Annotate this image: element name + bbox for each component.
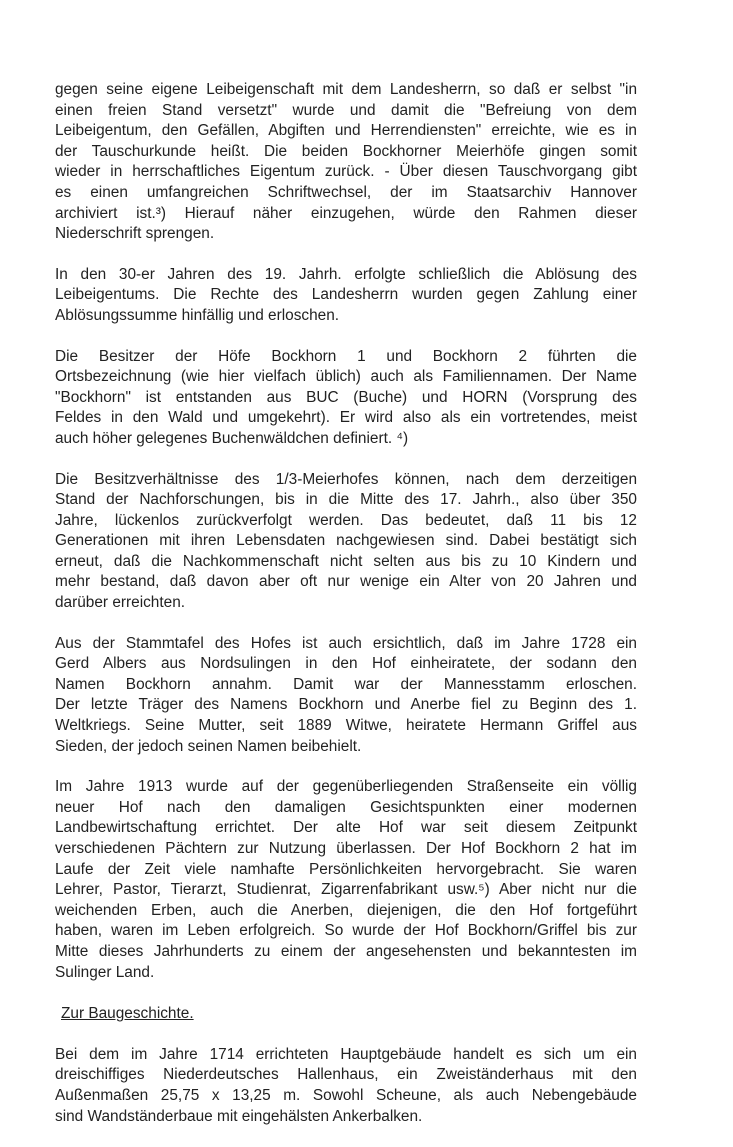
text-line: Gerd Albers aus Nordsulingen in den Hof einheiratete, der sodann den — [55, 655, 637, 673]
paragraph — [55, 80, 637, 245]
text-line: dreischiffiges Niederdeutsches Hallenhaus, ein Zweiständerhaus mit den — [55, 1066, 637, 1084]
text-line: Im Jahre 1913 wurde auf der gegenüberliegenden Straßenseite ein völlig — [55, 778, 637, 796]
text-line: Leibeigentum, den Gefällen, Abgiften und Herrendiensten" erreichte, wie es in — [55, 122, 637, 140]
text-line: erneut, daß die Nachkommenschaft nicht selten aus bis zu 10 Kindern und — [55, 552, 637, 570]
text-line: verschiedenen Pächtern zur Nutzung überlassen. Der Hof Bockhorn 2 hat im — [55, 840, 637, 857]
text-line: Laufe der Zeit viele namhafte Persönlichkeiten hervorgebracht. Sie waren — [55, 860, 637, 878]
paragraph — [55, 470, 637, 614]
text-line: gegen seine eigene Leibeigenschaft mit dem Landesherrn, so daß er selbst "in — [55, 81, 637, 98]
text-line: Niederschrift sprengen. — [55, 225, 215, 243]
text-line: "Bockhorn" ist entstanden aus BUC (Buche) und HORN (Vorsprung des — [55, 388, 637, 406]
text-line: Lehrer, Pastor, Tierarzt, Studienrat, Zigarrenfabrikant usw.⁵) Aber nicht nur die — [55, 881, 637, 899]
text-line: Bei dem im Jahre 1714 errichteten Hauptgebäude handelt es sich um ein — [55, 1045, 637, 1063]
paragraph — [55, 347, 637, 450]
text-line: Die Besitzverhältnisse des 1/3-Meierhofes können, nach dem derzeitigen — [55, 470, 637, 488]
text-line: In den 30-er Jahren des 19. Jahrh. erfolgte schließlich die Ablösung des — [55, 265, 637, 283]
text-line: Stand der Nachforschungen, bis in die Mitte des 17. Jahrh., also über 350 — [55, 491, 637, 509]
text-line: weichenden Erben, auch die Anerben, diejenigen, die den Hof fortgeführt — [55, 901, 637, 919]
text-line: wieder in herrschaftliches Eigentum zurück. - Über diesen Tauschvorgang gibt — [55, 163, 637, 181]
text-line: der Tauschurkunde heißt. Die beiden Bockhorner Meierhöfe gingen somit — [55, 142, 637, 160]
closing-paragraph — [55, 1045, 637, 1127]
text-line: darüber erreichten. — [55, 594, 186, 612]
text-line: auch höher gelegenes Buchenwäldchen definiert. ⁴) — [55, 429, 409, 447]
text-line: Aus der Stammtafel des Hofes ist auch ersichtlich, daß im Jahre 1728 ein — [55, 634, 637, 652]
paragraph — [55, 634, 637, 758]
text-line: neuer Hof nach den damaligen Gesichtspunkten einer modernen — [55, 798, 637, 816]
text-line: haben, waren im Leben erfolgreich. So wurde der Hof Bockhorn/Griffel bis zur — [55, 922, 637, 940]
text-line: es einen umfangreichen Schriftwechsel, der im Staatsarchiv Hannover — [55, 183, 637, 201]
paragraph — [55, 777, 637, 983]
text-line: Mitte dieses Jahrhunderts zu einem der angesehensten und bekanntesten im — [55, 942, 637, 960]
text-line: Außenmaßen 25,75 x 13,25 m. Sowohl Scheune, als auch Nebengebäude — [55, 1086, 637, 1104]
document-page — [55, 80, 637, 1147]
text-line: archiviert ist.³) Hierauf näher einzugehen, würde den Rahmen dieser — [55, 204, 637, 222]
text-line: Landbewirtschaftung errichtet. Der alte Hof war seit diesem Zeitpunkt — [55, 819, 637, 837]
text-line: einen freien Stand versetzt" wurde und damit die "Befreiung von dem — [55, 101, 637, 119]
text-line: mehr bestand, daß davon aber oft nur wenige ein Alter von 20 Jahren und — [55, 573, 637, 591]
text-line: Leibeigentums. Die Rechte des Landesherrn wurden gegen Zahlung einer — [55, 286, 637, 304]
text-line: Ablösungssumme hinfällig und erloschen. — [55, 306, 340, 324]
text-line: Feldes in den Wald und umgekehrt). Er wird also als ein vortretendes, meist — [55, 409, 637, 427]
text-line: Sieden, der jedoch seinen Namen beibehielt. — [55, 737, 362, 755]
section-heading: Zur Baugeschichte. — [61, 1005, 194, 1023]
text-line: Jahre, lückenlos zurückverfolgt werden. Das bedeutet, daß 11 bis 12 — [55, 511, 637, 529]
text-line: Der letzte Träger des Namens Bockhorn und Anerbe fiel zu Beginn des 1. — [55, 696, 637, 714]
text-line: Sulinger Land. — [55, 963, 155, 981]
text-line: Generationen mit ihren Lebensdaten nachgewiesen sind. Dabei bestätigt sich — [55, 532, 637, 550]
text-line: Weltkriegs. Seine Mutter, seit 1889 Witwe, heiratete Hermann Griffel aus — [55, 717, 637, 735]
text-line: sind Wandständerbaue mit eingehälsten Ankerbalken. — [55, 1107, 423, 1125]
text-line: Ortsbezeichnung (wie hier vielfach üblich) auch als Familiennamen. Der Name — [55, 368, 637, 386]
paragraph — [55, 265, 637, 327]
text-line: Namen Bockhorn annahm. Damit war der Mannesstamm erloschen. — [55, 675, 637, 693]
body-text — [55, 80, 637, 983]
text-line: Die Besitzer der Höfe Bockhorn 1 und Bockhorn 2 führten die — [55, 347, 637, 365]
